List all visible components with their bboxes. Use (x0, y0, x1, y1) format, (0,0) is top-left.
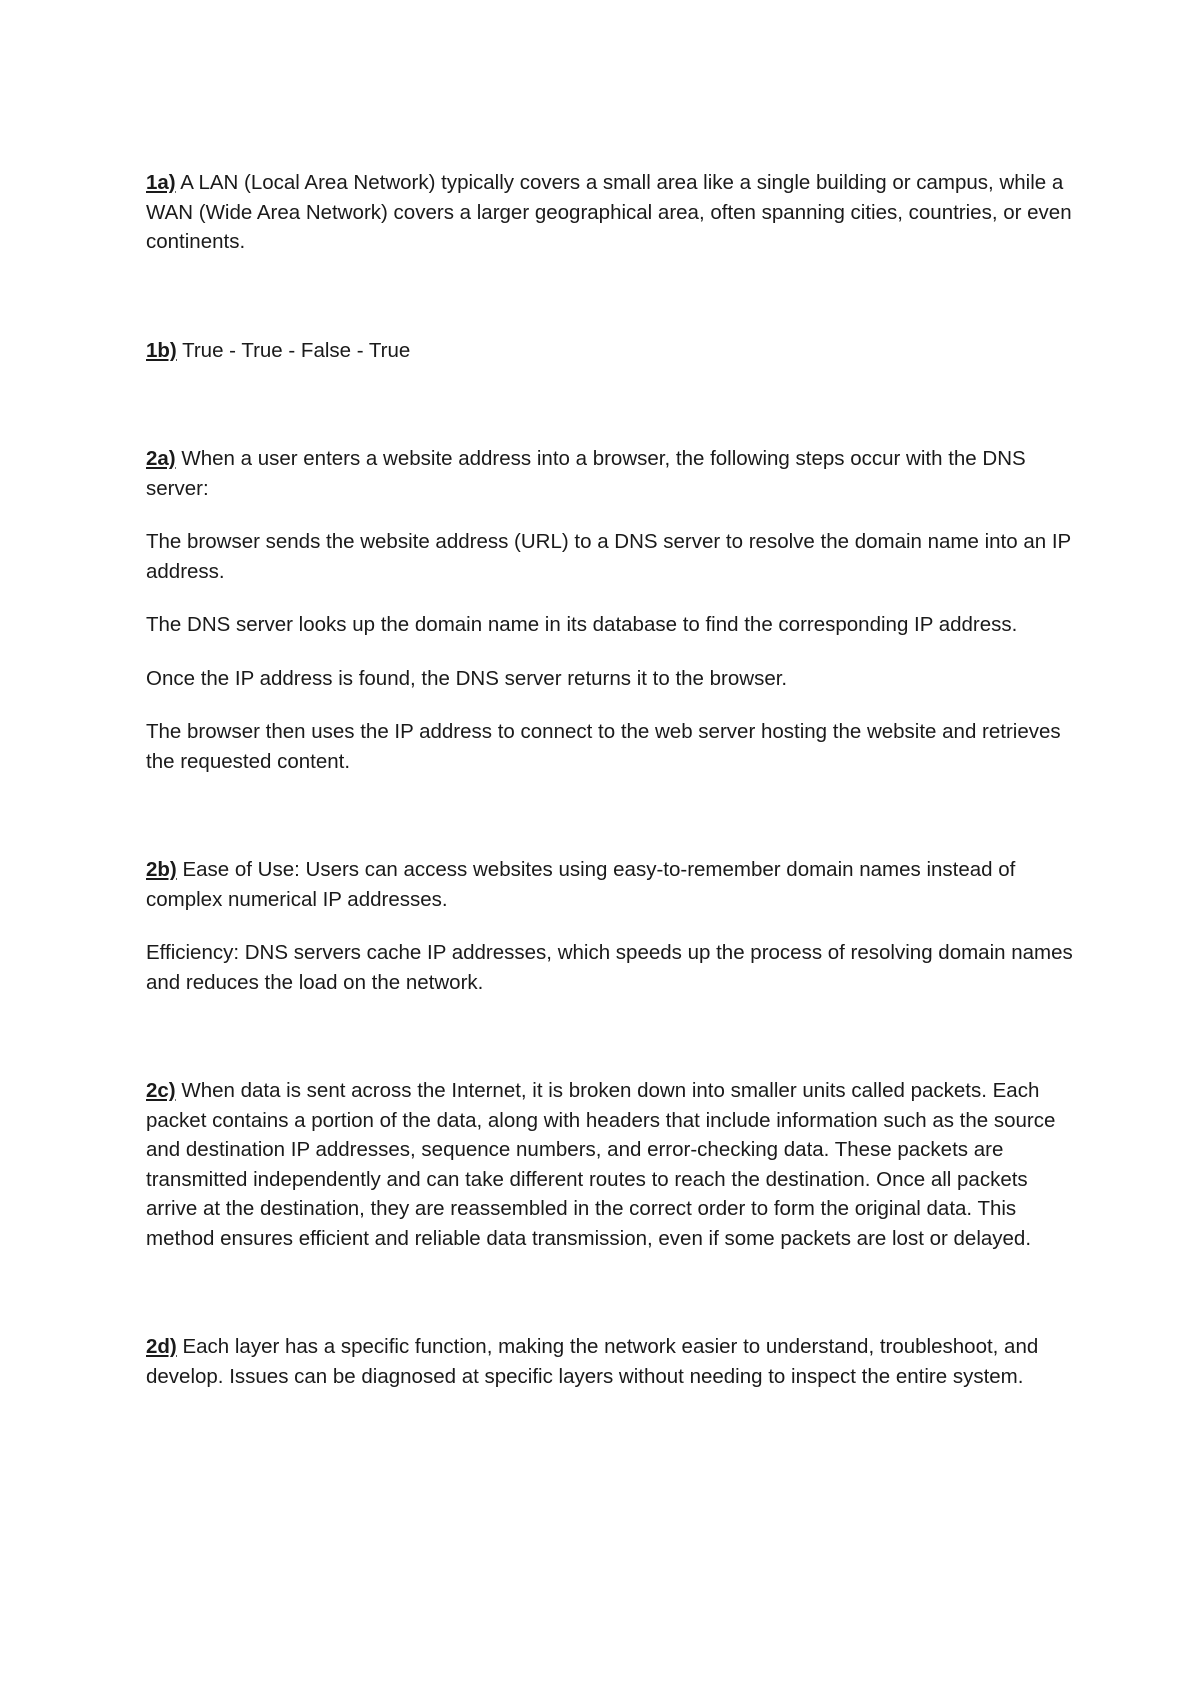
answer-2b-text: Ease of Use: Users can access websites using easy-to-remember domain names instead of complex numerical IP addresses. (146, 858, 1016, 911)
answer-2d-label: 2d) (146, 1335, 177, 1358)
document-page (146, 168, 1076, 1391)
answer-2b (146, 855, 1076, 997)
answer-1b-paragraph-1 (146, 336, 1076, 366)
answer-2b-label: 2b) (146, 858, 177, 881)
answer-2a-paragraph-3: The DNS server looks up the domain name in its database to find the corresponding IP address. (146, 613, 1018, 636)
answer-1b (146, 336, 1076, 366)
answer-1a (146, 168, 1076, 257)
answer-2c-label: 2c) (146, 1079, 176, 1102)
answer-2a-paragraph-1 (146, 444, 1076, 503)
answer-1a-text: A LAN (Local Area Network) typically covers a small area like a single building or campus, while a WAN (Wide Area Network) covers a larger geographical area, often spanning cities, countries, or even continents. (146, 171, 1072, 253)
answer-2a-paragraph-2: The browser sends the website address (URL) to a DNS server to resolve the domain name into an IP address. (146, 530, 1071, 583)
answer-2c-text: When data is sent across the Internet, it is broken down into smaller units called packets. Each packet contains a portion of the data, along with headers that include information such as the source and destination IP addresses, sequence numbers, and error-checking data. These packets are transmitted independently and can take different routes to reach the destination. Once all packets arrive at the destination, they are reassembled in the correct order to form the original data. This method ensures efficient and reliable data transmission, even if some packets are lost or delayed. (146, 1079, 1056, 1250)
answer-2b-paragraph-2: Efficiency: DNS servers cache IP addresses, which speeds up the process of resolving domain names and reduces the load on the network. (146, 941, 1073, 994)
answer-2c (146, 1076, 1076, 1253)
answer-2a-label: 2a) (146, 447, 176, 470)
answer-2a (146, 444, 1076, 776)
answer-2a-text: When a user enters a website address into a browser, the following steps occur with the DNS server: (146, 447, 1026, 500)
answer-1a-paragraph-1 (146, 168, 1076, 257)
answer-2d-text: Each layer has a specific function, making the network easier to understand, troubleshoot, and develop. Issues can be diagnosed at specific layers without needing to inspect the entire system. (146, 1335, 1039, 1388)
answer-2a-paragraph-4: Once the IP address is found, the DNS server returns it to the browser. (146, 666, 788, 690)
answer-2d (146, 1332, 1076, 1391)
answer-1b-text: True - True - False - True (182, 338, 411, 362)
answer-2c-paragraph-1 (146, 1076, 1076, 1253)
answer-1a-label: 1a) (146, 171, 176, 194)
answer-1b-label: 1b) (146, 338, 177, 362)
answer-2a-paragraph-5: The browser then uses the IP address to connect to the web server hosting the website and retrieves the requested content. (146, 720, 1061, 773)
answer-2d-paragraph-1 (146, 1332, 1076, 1391)
answer-2b-paragraph-1 (146, 855, 1076, 914)
